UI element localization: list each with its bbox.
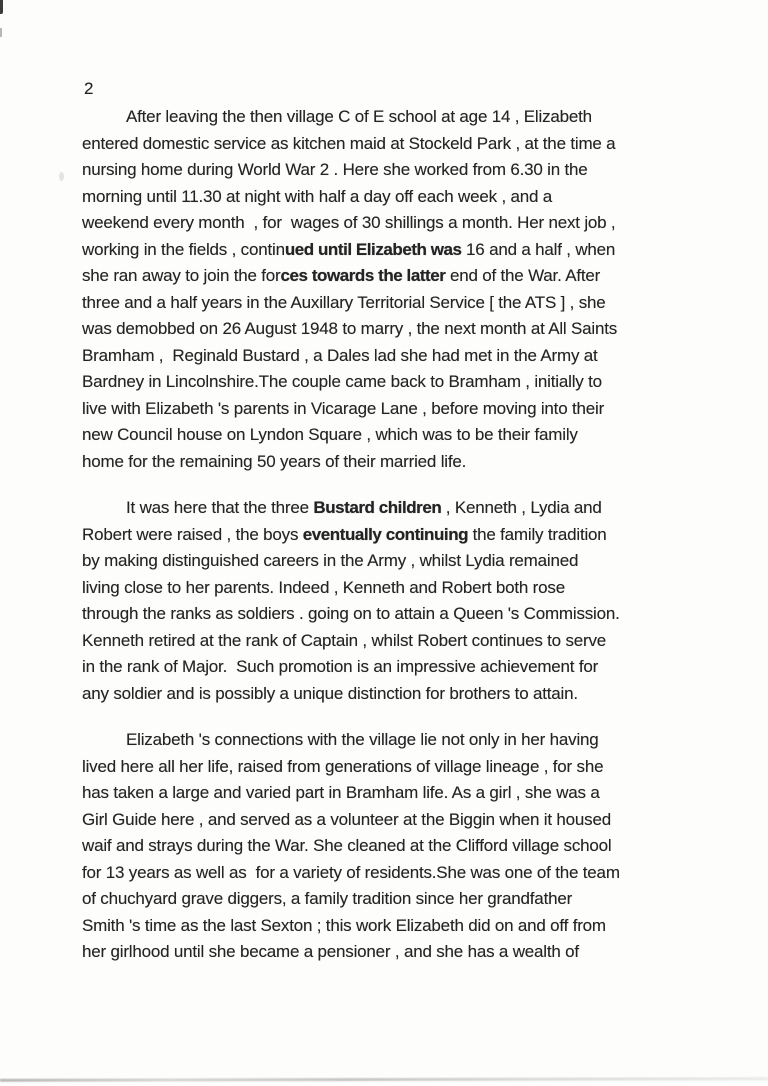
text-line [82,601,702,628]
text-segment: Kenneth retired at the rank of Captain , whilst Robert continues to serve [82,630,607,650]
text-line [82,495,702,522]
text-segment-heavy-ink: eventually continuing [302,524,469,544]
text-line [82,237,702,264]
text-segment: in the rank of Major. Such promotion is an impressive achievement for [82,657,599,676]
text-segment: entered domestic service as kitchen maid at Stockeld Park , at the time a [82,133,616,153]
text-segment: Bardney in Lincolnshire.The couple came back to Bramham , initially to [82,372,602,391]
text-line [82,939,702,966]
text-segment: her girlhood until she became a pensioner , and she has a wealth of [82,942,579,961]
text-line [82,807,702,834]
text-segment: three and a half years in the Auxillary Territorial Service [ the ATS ] , she [82,292,606,312]
text-line [82,860,702,887]
text-line [82,316,702,343]
text-line [82,422,702,449]
text-segment: new Council house on Lyndon Square , which was to be their family [82,425,578,444]
text-line [82,727,702,754]
text-segment: Robert were raised , the boys [82,524,303,544]
text-segment: was demobbed on 26 August 1948 to marry , the next month at All Saints [82,319,618,338]
text-segment: the family tradition [468,524,607,544]
scan-artifact-speck [59,172,64,181]
text-segment: by making distinguished careers in the Army , whilst Lydia remained [82,551,579,570]
scan-artifact-bottom-edge [0,1077,768,1082]
text-segment: live with Elizabeth 's parents in Vicarage Lane , before moving into their [82,398,605,418]
text-segment: nursing home during World War 2 . Here she worked from 6.30 in the [82,160,588,179]
text-segment: working in the fields , contin [82,239,285,259]
text-segment: she ran away to join the for [82,266,281,285]
text-line [82,548,702,575]
text-line [82,754,702,781]
document-body [82,104,702,986]
text-segment: for 13 years as well as for a variety of residents.She was one of the team [82,862,620,882]
paragraph [82,104,702,475]
paragraph [82,495,702,707]
text-segment: Elizabeth 's connections with the village lie not only in her having [126,730,599,749]
text-segment: of chuchyard grave diggers, a family tradition since her grandfather [82,889,573,908]
text-line [82,263,702,290]
text-line [82,654,702,681]
text-segment: through the ranks as soldiers . going on to attain a Queen 's Commission. [82,604,620,623]
text-line [82,369,702,396]
text-line [82,210,702,237]
text-line [82,886,702,913]
text-line [82,833,702,860]
text-segment: has taken a large and varied part in Bramham life. As a girl , she was a [82,783,600,802]
text-segment: 16 and a half , when [461,239,616,259]
text-segment: Bramham , Reginald Bustard , a Dales lad she had met in the Army at [82,345,598,365]
text-segment: home for the remaining 50 years of their married life. [82,451,467,471]
text-line [82,343,702,370]
text-line [82,184,702,211]
text-line [82,628,702,655]
text-line [82,131,702,158]
text-line [82,290,702,317]
text-segment: lived here all her life, raised from generations of village lineage , for she [82,756,604,776]
text-line [82,575,702,602]
text-line [82,780,702,807]
text-segment: , Kenneth , Lydia and [441,498,602,517]
scan-artifact-corner-mark [0,0,3,14]
text-segment: morning until 11.30 at night with half a day off each week , and a [82,186,553,206]
text-segment: end of the War. After [445,266,601,285]
text-segment: any soldier and is possibly a unique distinction for brothers to attain. [82,683,578,703]
text-segment-heavy-ink: ued until Elizabeth was [284,239,462,259]
text-line [82,449,702,476]
text-line [82,157,702,184]
text-segment: After leaving the then village C of E school at age 14 , Elizabeth [126,107,592,126]
text-segment: Smith 's time as the last Sexton ; this work Elizabeth did on and off from [82,915,606,935]
text-line [82,522,702,549]
text-segment: weekend every month , for wages of 30 shillings a month. Her next job , [82,213,616,232]
page-number: 2 [84,79,94,98]
text-segment: It was here that the three [126,498,314,517]
text-line [82,681,702,708]
text-segment: Girl Guide here , and served as a volunteer at the Biggin when it housed [82,809,611,829]
text-segment: waif and strays during the War. She cleaned at the Clifford village school [82,836,612,855]
text-line [82,396,702,423]
text-segment-heavy-ink: ces towards the latter [280,266,446,285]
paragraph [82,727,702,966]
text-line [82,104,702,131]
scan-artifact-corner-mark-2 [0,28,2,37]
text-line [82,913,702,940]
text-segment-heavy-ink: Bustard children [313,498,442,517]
text-segment: living close to her parents. Indeed , Kenneth and Robert both rose [82,577,565,597]
